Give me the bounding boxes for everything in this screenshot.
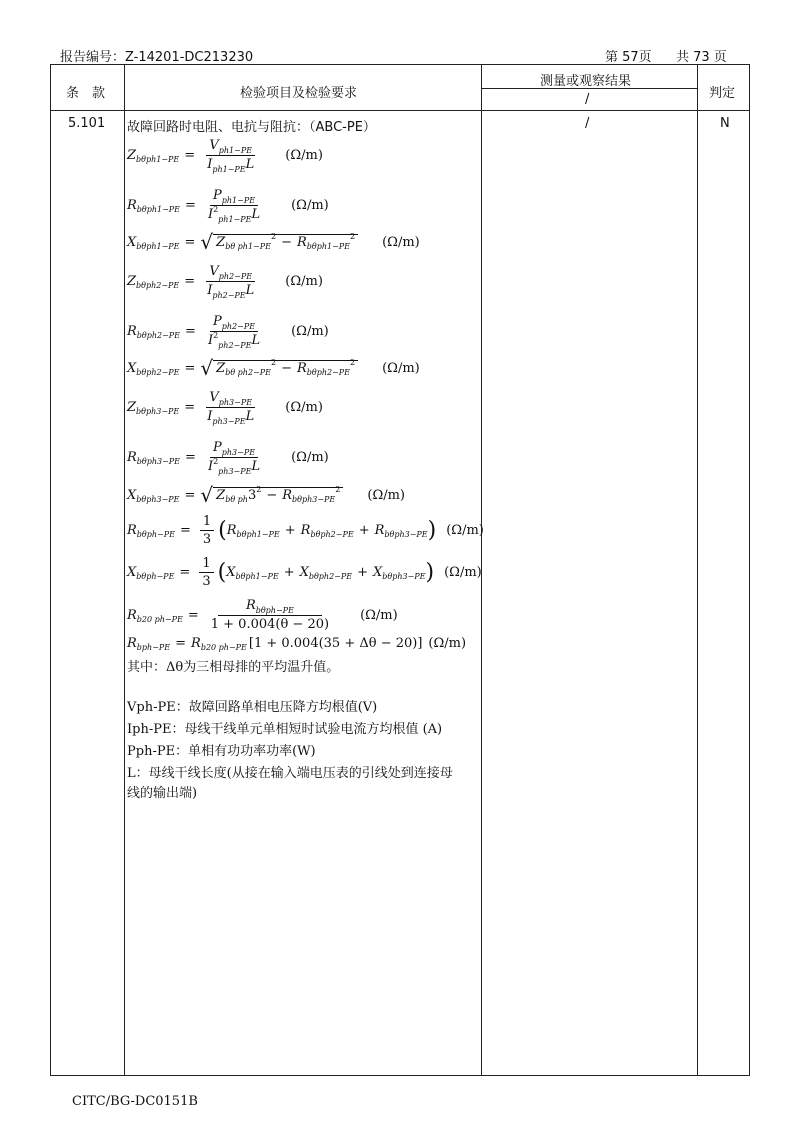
page-current: 第 57页 [605,50,652,65]
header-result: 测量或观察结果 [540,74,632,89]
header-divider [51,110,749,111]
note-length-1: L：母线干线长度(从接在输入端电压表的引线处到连接母 [127,766,453,781]
col-divider [124,65,125,1075]
formula-r-ph2: R bθph2−PE = $\frac{P_{ph2-PE}}{I^2_{ph2-PE}L}$ (Ω/m) [127,314,329,350]
header-result-sub: / [585,92,590,107]
header-item: 检验项目及检验要求 [240,86,358,101]
report-number: 报告编号：Z-14201-DC213230 [60,50,254,65]
item-title: 故障回路时电阻、电抗与阻抗：（ABC-PE） [127,120,376,135]
clause-number: 5.101 [68,116,106,131]
formula-x-ph2: X bθph2−PE = √ Z bθ ph2−PE 2 − R bθph2−PE 2 (Ω/m) [127,356,420,380]
formula-r-ph1: R bθph1−PE = $\frac{P_{ph1-PE}}{I^2_{ph1-PE}L}$ (Ω/m) [127,188,329,224]
formula-r-b20: R b20 ph−PE = $\frac{R_{b\theta ph-PE}}{1 + 0.004(\theta - 20)}$ (Ω/m) [127,598,398,632]
header-judge: 判定 [709,86,736,101]
formula-r-ph3: R bθph3−PE = $\frac{P_{ph3-PE}}{I^2_{ph3-PE}L}$ (Ω/m) [127,440,329,476]
note-vph: Vph-PE：故障回路单相电压降方均根值(V) [127,700,378,715]
formula-z-ph2: Z bθph2−PE = $\frac{V_{ph2-PE}}{I_{ph2-PE}L}$ (Ω/m) [127,264,323,300]
formula-z-ph3: Z bθph3−PE = $\frac{V_{ph3-PE}}{I_{ph3-PE}L}$ (Ω/m) [127,390,323,426]
note-delta-theta: 其中：Δθ为三相母排的平均温升值。 [127,660,340,675]
result-value: / [585,116,590,131]
formula-z-ph1: Z bθph1−PE = $\frac{V_{ph1-PE}}{I_{ph1-PE}L}$ (Ω/m) [127,138,323,174]
header-clause: 条 款 [66,86,106,101]
col-divider [697,65,698,1075]
formula-x-ph1: X bθph1−PE = √ Z bθ ph1−PE 2 − R bθph1−PE 2 (Ω/m) [127,230,420,254]
formula-x-ph3: X bθph3−PE = √ Z bθ ph 3 2 − R bθph3−PE 2 (Ω/m) [127,483,406,507]
page-total: 共 73 页 [676,50,727,65]
note-pph: Pph-PE：单相有功功率功率(W) [127,744,316,759]
formula-x-avg: X bθph−PE = $\frac{1}{3}$ ( X bθph1−PE + X bθph2−PE + X bθph3−PE ) (Ω/m) [127,556,482,589]
formula-r-avg: R bθph−PE = $\frac{1}{3}$ ( R bθph1−PE + R bθph2−PE + R bθph3−PE ) (Ω/m) [127,514,484,547]
formula-r-bph: R bph−PE = R b20 ph−PE [1 + 0.004(35 + Δθ − 20)] (Ω/m) [127,636,467,652]
note-iph: Iph-PE：母线干线单元单相短时试验电流方均根值 (A) [127,722,443,737]
note-length-2: 线的输出端) [127,786,198,801]
judge-value: N [720,116,730,131]
form-code: CITC/BG-DC0151B [72,1094,198,1109]
